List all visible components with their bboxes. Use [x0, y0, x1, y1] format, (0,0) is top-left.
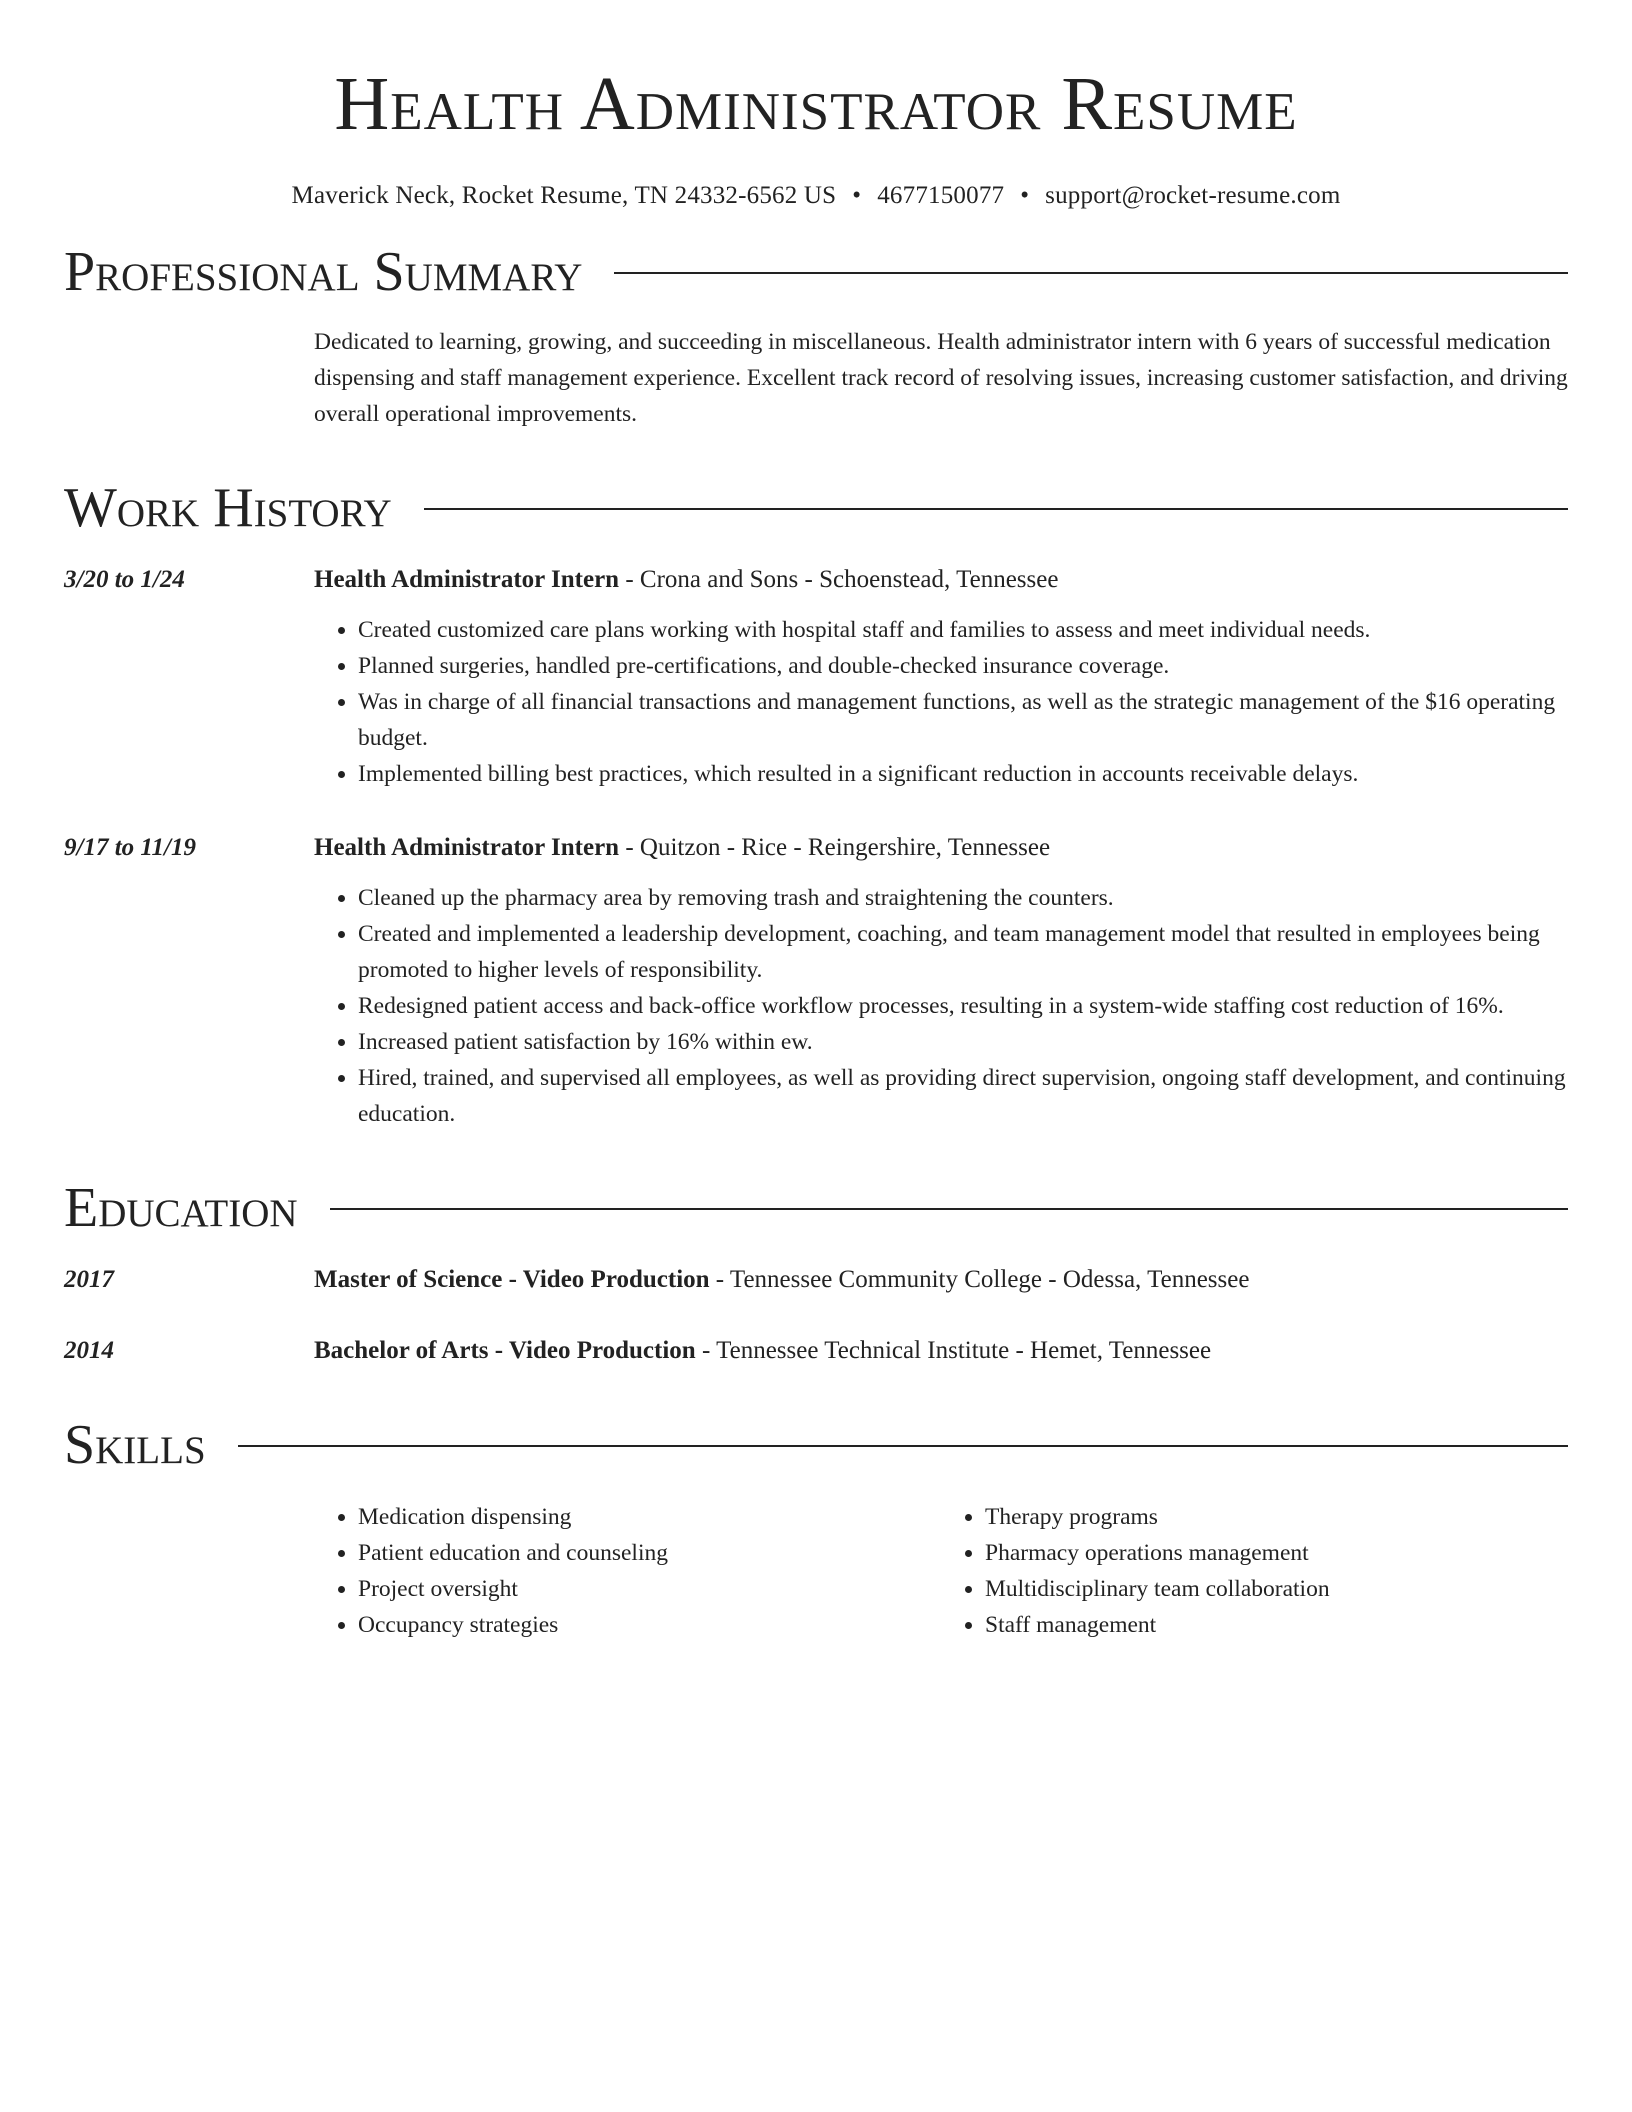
list-item: • Medication dispensing	[358, 1499, 941, 1535]
education-year: 2017	[64, 1266, 114, 1293]
list-item: • Occupancy strategies	[358, 1607, 941, 1643]
list-item: • Therapy programs	[985, 1499, 1568, 1535]
section-rule	[330, 1208, 1568, 1210]
list-item: • Hired, trained, and supervised all employees, as well as providing direct supervision, ongoing staff development, and continuing education.	[358, 1060, 1568, 1132]
job-bullets	[314, 612, 1568, 792]
education-degree: Master of Science - Video Production	[314, 1266, 710, 1293]
education-details: - Tennessee Technical Institute - Hemet, Tennessee	[695, 1337, 1212, 1364]
job-bullets	[314, 880, 1568, 1132]
section-rule	[614, 272, 1568, 274]
summary-text: Dedicated to learning, growing, and succeeding in miscellaneous. Health administrator intern with 6 years of successful medication dispensing and staff management experience. Excellent track record of resolving issues, increasing customer satisfaction, and driving overall operational improvements.	[314, 329, 1568, 427]
contact-email: support@rocket-resume.com	[1045, 182, 1341, 209]
job-heading	[314, 562, 1568, 598]
job-entry	[64, 562, 1568, 792]
summary-section-heading	[64, 240, 1568, 304]
education-heading	[314, 1333, 1568, 1369]
education-section-heading	[64, 1176, 1568, 1240]
list-item: • Redesigned patient access and back-office workflow processes, resulting in a system-wide staffing cost reduction of 16%.	[358, 988, 1568, 1024]
job-dates: 9/17 to 11/19	[64, 834, 196, 861]
section-title: Work History	[64, 477, 392, 539]
skills-list-left	[314, 1499, 941, 1643]
education-details: - Tennessee Community College - Odessa, Tennessee	[709, 1266, 1250, 1293]
section-rule	[238, 1445, 1568, 1447]
list-item: • Project oversight	[358, 1571, 941, 1607]
job-title: Health Administrator Intern	[314, 834, 620, 861]
contact-separator: •	[1020, 182, 1030, 209]
section-title: Skills	[64, 1414, 206, 1476]
list-item: • Pharmacy operations management	[985, 1535, 1568, 1571]
contact-line	[64, 182, 1568, 210]
skills-section-heading	[64, 1413, 1568, 1477]
list-item: • Patient education and counseling	[358, 1535, 941, 1571]
skills-grid	[314, 1499, 1568, 1643]
list-item: • Increased patient satisfaction by 16% within ew.	[358, 1024, 1568, 1060]
contact-address: Maverick Neck, Rocket Resume, TN 24332-6562 US	[291, 182, 837, 209]
job-details: - Crona and Sons - Schoenstead, Tennessee	[619, 566, 1059, 593]
job-title: Health Administrator Intern	[314, 566, 620, 593]
education-year: 2014	[64, 1337, 114, 1364]
job-entry	[64, 830, 1568, 1132]
work-history-section-heading	[64, 476, 1568, 540]
education-heading	[314, 1262, 1568, 1298]
list-item: • Planned surgeries, handled pre-certifications, and double-checked insurance coverage.	[358, 648, 1568, 684]
section-title: Education	[64, 1177, 298, 1239]
list-item: • Cleaned up the pharmacy area by removing trash and straightening the counters.	[358, 880, 1568, 916]
job-heading	[314, 830, 1568, 866]
list-item: • Multidisciplinary team collaboration	[985, 1571, 1568, 1607]
list-item: • Was in charge of all financial transactions and management functions, as well as the strategic management of the $16 operating budget.	[358, 684, 1568, 756]
summary-row	[64, 304, 1568, 432]
job-dates: 3/20 to 1/24	[64, 566, 185, 593]
job-details: - Quitzon - Rice - Reingershire, Tennessee	[619, 834, 1051, 861]
skills-list-right	[941, 1499, 1568, 1643]
page-title: Health Administrator Resume	[334, 62, 1298, 146]
list-item: • Created customized care plans working with hospital staff and families to assess and meet individual needs.	[358, 612, 1568, 648]
section-rule	[424, 508, 1568, 510]
education-entry	[64, 1262, 1568, 1298]
section-title: Professional Summary	[64, 241, 583, 303]
contact-separator: •	[852, 182, 862, 209]
list-item: • Staff management	[985, 1607, 1568, 1643]
list-item: • Implemented billing best practices, which resulted in a significant reduction in accounts receivable delays.	[358, 756, 1568, 792]
skills-row	[64, 1477, 1568, 1643]
list-item: • Created and implemented a leadership development, coaching, and team management model that resulted in employees being promoted to higher levels of responsibility.	[358, 916, 1568, 988]
education-degree: Bachelor of Arts - Video Production	[314, 1337, 696, 1364]
contact-phone: 4677150077	[877, 182, 1005, 209]
education-entry	[64, 1333, 1568, 1369]
